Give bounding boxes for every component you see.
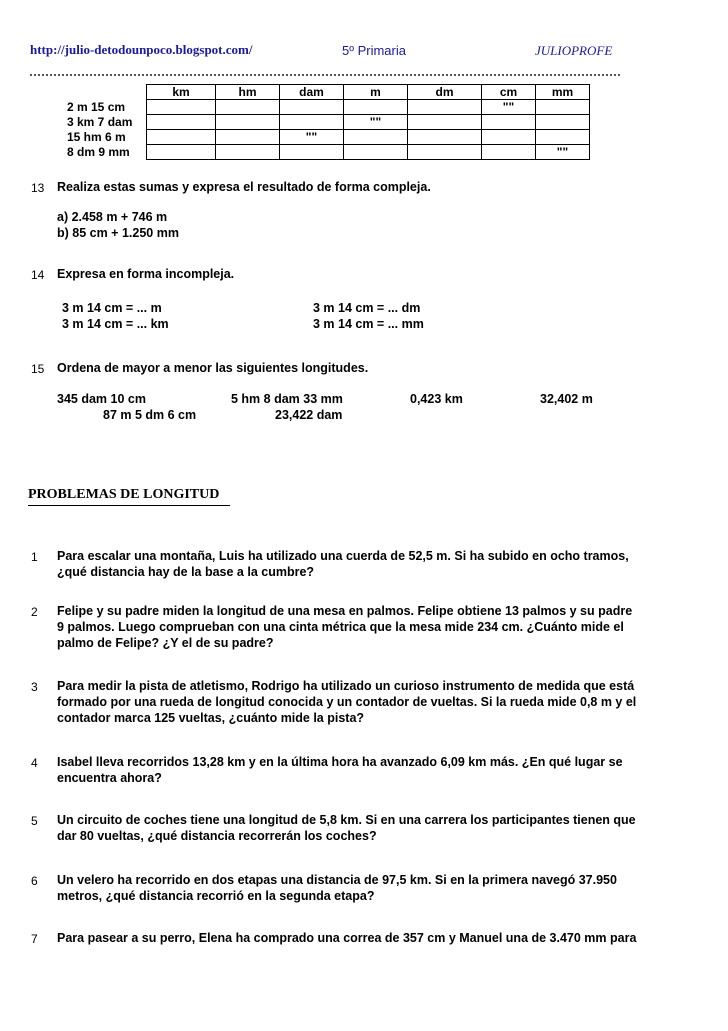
problem-7-line: Para pasear a su perro, Elena ha comprado una correa de 357 cm y Manuel una de 3.470 mm para (57, 931, 637, 945)
row-label: 2 m 15 cm (62, 100, 147, 115)
table-cell (280, 100, 344, 115)
table-cell (147, 115, 216, 130)
table-cell (147, 100, 216, 115)
problem-number: 3 (31, 680, 38, 694)
table-cell (408, 115, 482, 130)
exercise-14-item: 3 m 14 cm = ... km (62, 317, 169, 331)
problem-number: 2 (31, 605, 38, 619)
dotted-divider (30, 74, 620, 76)
table-cell (344, 145, 408, 160)
table-cell (280, 115, 344, 130)
length-value: 87 m 5 dm 6 cm (103, 408, 197, 422)
problem-number: 5 (31, 814, 38, 828)
table-cell: "" (482, 100, 536, 115)
problem-1-line: ¿qué distancia hay de la base a la cumbre? (57, 565, 315, 579)
section-underline (28, 505, 230, 506)
section-title: PROBLEMAS DE LONGITUD (28, 487, 220, 502)
units-table-header (62, 85, 590, 100)
table-cell (216, 100, 280, 115)
problem-number: 7 (31, 932, 38, 946)
exercise-14-item: 3 m 14 cm = ... dm (313, 301, 421, 315)
table-cell: "" (280, 130, 344, 145)
column-header: km (147, 85, 216, 100)
exercise-number: 14 (31, 268, 45, 282)
column-header: dam (280, 85, 344, 100)
problem-6-line: metros, ¿qué distancia recorrió en la segunda etapa? (57, 889, 375, 903)
units-table (62, 84, 590, 160)
table-cell (408, 130, 482, 145)
exercise-15-prompt: Ordena de mayor a menor las siguientes longitudes. (57, 361, 369, 375)
table-cell (408, 100, 482, 115)
table-cell (147, 130, 216, 145)
grade-label: 5º Primaria (342, 43, 406, 58)
exercise-13-b: b) 85 cm + 1.250 mm (57, 226, 179, 240)
table-cell (280, 145, 344, 160)
column-header: cm (482, 85, 536, 100)
problem-2-line: Felipe y su padre miden la longitud de una mesa en palmos. Felipe obtiene 13 palmos y su padre (57, 604, 633, 618)
problem-5-line: dar 80 vueltas, ¿qué distancia recorrerán los coches? (57, 829, 377, 843)
row-label: 8 dm 9 mm (62, 145, 147, 160)
table-cell (536, 130, 590, 145)
exercise-number: 13 (31, 181, 45, 195)
length-value: 345 dam 10 cm (57, 392, 146, 406)
table-row (62, 145, 590, 160)
table-cell (344, 100, 408, 115)
row-label: 3 km 7 dam (62, 115, 147, 130)
exercise-13-prompt: Realiza estas sumas y expresa el resultado de forma compleja. (57, 180, 431, 194)
blog-url[interactable]: http://julio-detodounpoco.blogspot.com/ (30, 42, 253, 57)
table-row (62, 130, 590, 145)
column-header: dm (408, 85, 482, 100)
problem-3-line: Para medir la pista de atletismo, Rodrigo ha utilizado un curioso instrumento de medida que está (57, 679, 635, 693)
exercise-14-prompt: Expresa en forma incompleja. (57, 267, 235, 281)
problem-1-line: Para escalar una montaña, Luis ha utilizado una cuerda de 52,5 m. Si ha subido en ocho tramos, (57, 549, 629, 563)
table-row (62, 100, 590, 115)
length-value: 5 hm 8 dam 33 mm (231, 392, 343, 406)
author-label: JULIOPROFE (535, 43, 613, 58)
table-cell (216, 130, 280, 145)
table-cell (482, 115, 536, 130)
length-value: 32,402 m (540, 392, 593, 406)
table-cell (536, 100, 590, 115)
length-value: 0,423 km (410, 392, 463, 406)
problem-3-line: contador marca 125 vueltas, ¿cuánto mide la pista? (57, 711, 365, 725)
table-cell (216, 145, 280, 160)
table-cell (482, 145, 536, 160)
problem-3-line: formado por una rueda de longitud conocida y un contador de vueltas. Si la rueda mide 0,8 m y el (57, 695, 637, 709)
table-cell (482, 130, 536, 145)
exercise-13-a: a) 2.458 m + 746 m (57, 210, 168, 224)
table-cell (216, 115, 280, 130)
units-table-corner (62, 85, 147, 100)
column-header: m (344, 85, 408, 100)
problem-2-line: palmo de Felipe? ¿Y el de su padre? (57, 636, 274, 650)
exercise-number: 15 (31, 362, 45, 376)
table-cell (344, 130, 408, 145)
table-cell (408, 145, 482, 160)
table-cell: "" (536, 145, 590, 160)
column-header: mm (536, 85, 590, 100)
problem-number: 1 (31, 550, 38, 564)
table-cell (536, 115, 590, 130)
exercise-14-item: 3 m 14 cm = ... m (62, 301, 162, 315)
page-header (30, 42, 620, 64)
problem-6-line: Un velero ha recorrido en dos etapas una distancia de 97,5 km. Si en la primera navegó 37.950 (57, 873, 617, 887)
problem-5-line: Un circuito de coches tiene una longitud de 5,8 km. Si en una carrera los participantes tienen que (57, 813, 636, 827)
problem-4-line: Isabel lleva recorridos 13,28 km y en la última hora ha avanzado 6,09 km más. ¿En qué lugar se (57, 755, 623, 769)
problem-4-line: encuentra ahora? (57, 771, 162, 785)
problem-number: 6 (31, 874, 38, 888)
table-row (62, 115, 590, 130)
problem-number: 4 (31, 756, 38, 770)
table-cell (147, 145, 216, 160)
table-cell: "" (344, 115, 408, 130)
length-value: 23,422 dam (275, 408, 343, 422)
row-label: 15 hm 6 m (62, 130, 147, 145)
column-header: hm (216, 85, 280, 100)
problem-2-line: 9 palmos. Luego comprueban con una cinta métrica que la mesa mide 234 cm. ¿Cuánto mide el (57, 620, 624, 634)
exercise-14-item: 3 m 14 cm = ... mm (313, 317, 424, 331)
